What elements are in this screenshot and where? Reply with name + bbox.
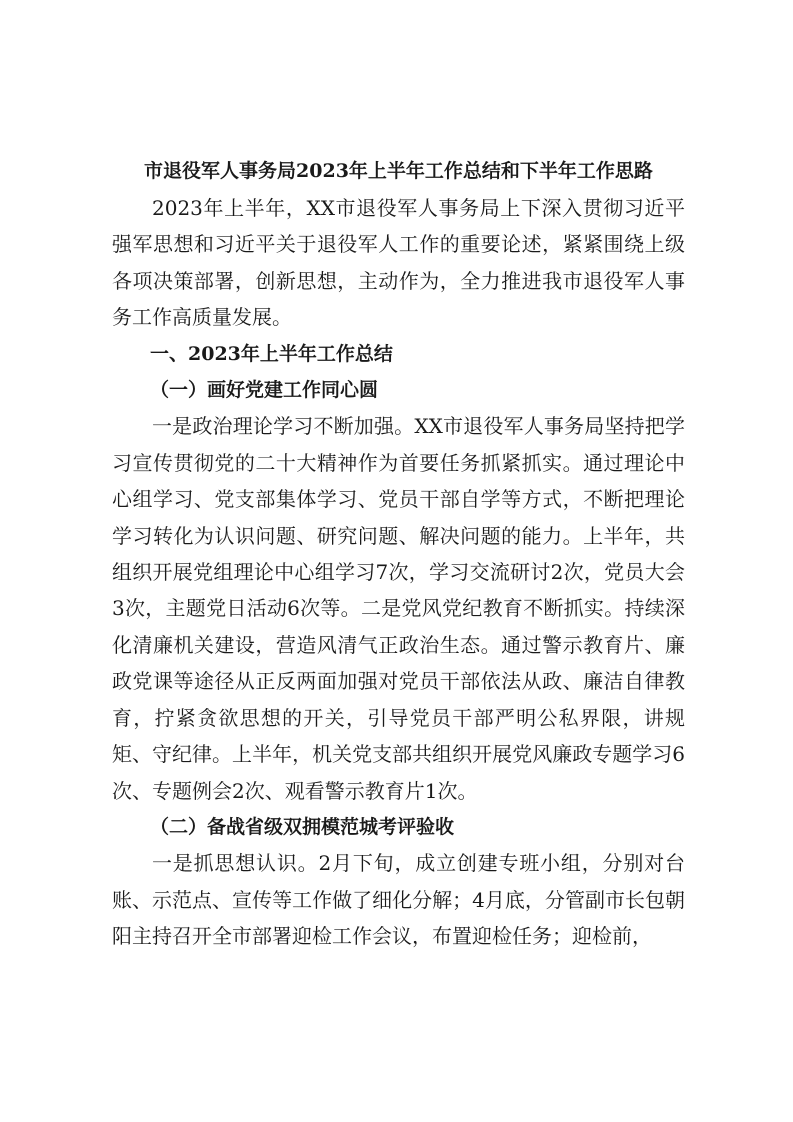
subsection-1-paragraph: 一是政治理论学习不断加强。XX市退役军人事务局坚持把学习宣传贯彻党的二十大精神作为首要任务抓紧抓实。通过理论中心组学习、党支部集体学习、党员干部自学等方式，不断把理论学习转化为认识问题、研究问题、解决问题的能力。上半年，共组织开展党组理论中心组学习7次，学习交流研讨2次，党员大会3次，主题党日活动6次等。二是党风党纪教育不断抓实。持续深化清廉机关建设，营造风清气正政治生态。通过警示教育片、廉政党课等途径从正反两面加强对党员干部依法从政、廉洁自律教育，拧紧贪欲思想的开关，引导党员干部严明公私界限，讲规矩、守纪律。上半年，机关党支部共组织开展党风廉政专题学习6次、专题例会2次、观看警示教育片1次。: [112, 414, 685, 803]
document-title: 市退役军人事务局2023年上半年工作总结和下半年工作思路: [144, 160, 653, 182]
section-heading-1: 一、2023年上半年工作总结: [150, 342, 393, 365]
subsection-heading-1: （一）画好党建工作同心圆: [150, 379, 379, 402]
subsection-heading-2: （二）备战省级双拥模范城考评验收: [150, 815, 455, 838]
document-body: [112, 152, 685, 955]
subsection-2-paragraph: 一是抓思想认识。2月下旬，成立创建专班小组，分别对台账、示范点、宣传等工作做了细化分解；4月底，分管副市长包朝阳主持召开全市部署迎检工作会议，布置迎检任务；迎检前，: [112, 851, 685, 949]
intro-paragraph: 2023年上半年，XX市退役军人事务局上下深入贯彻习近平强军思想和习近平关于退役军人工作的重要论述，紧紧围绕上级各项决策部署，创新思想，主动作为，全力推进我市退役军人事务工作高质量发展。: [112, 196, 685, 330]
